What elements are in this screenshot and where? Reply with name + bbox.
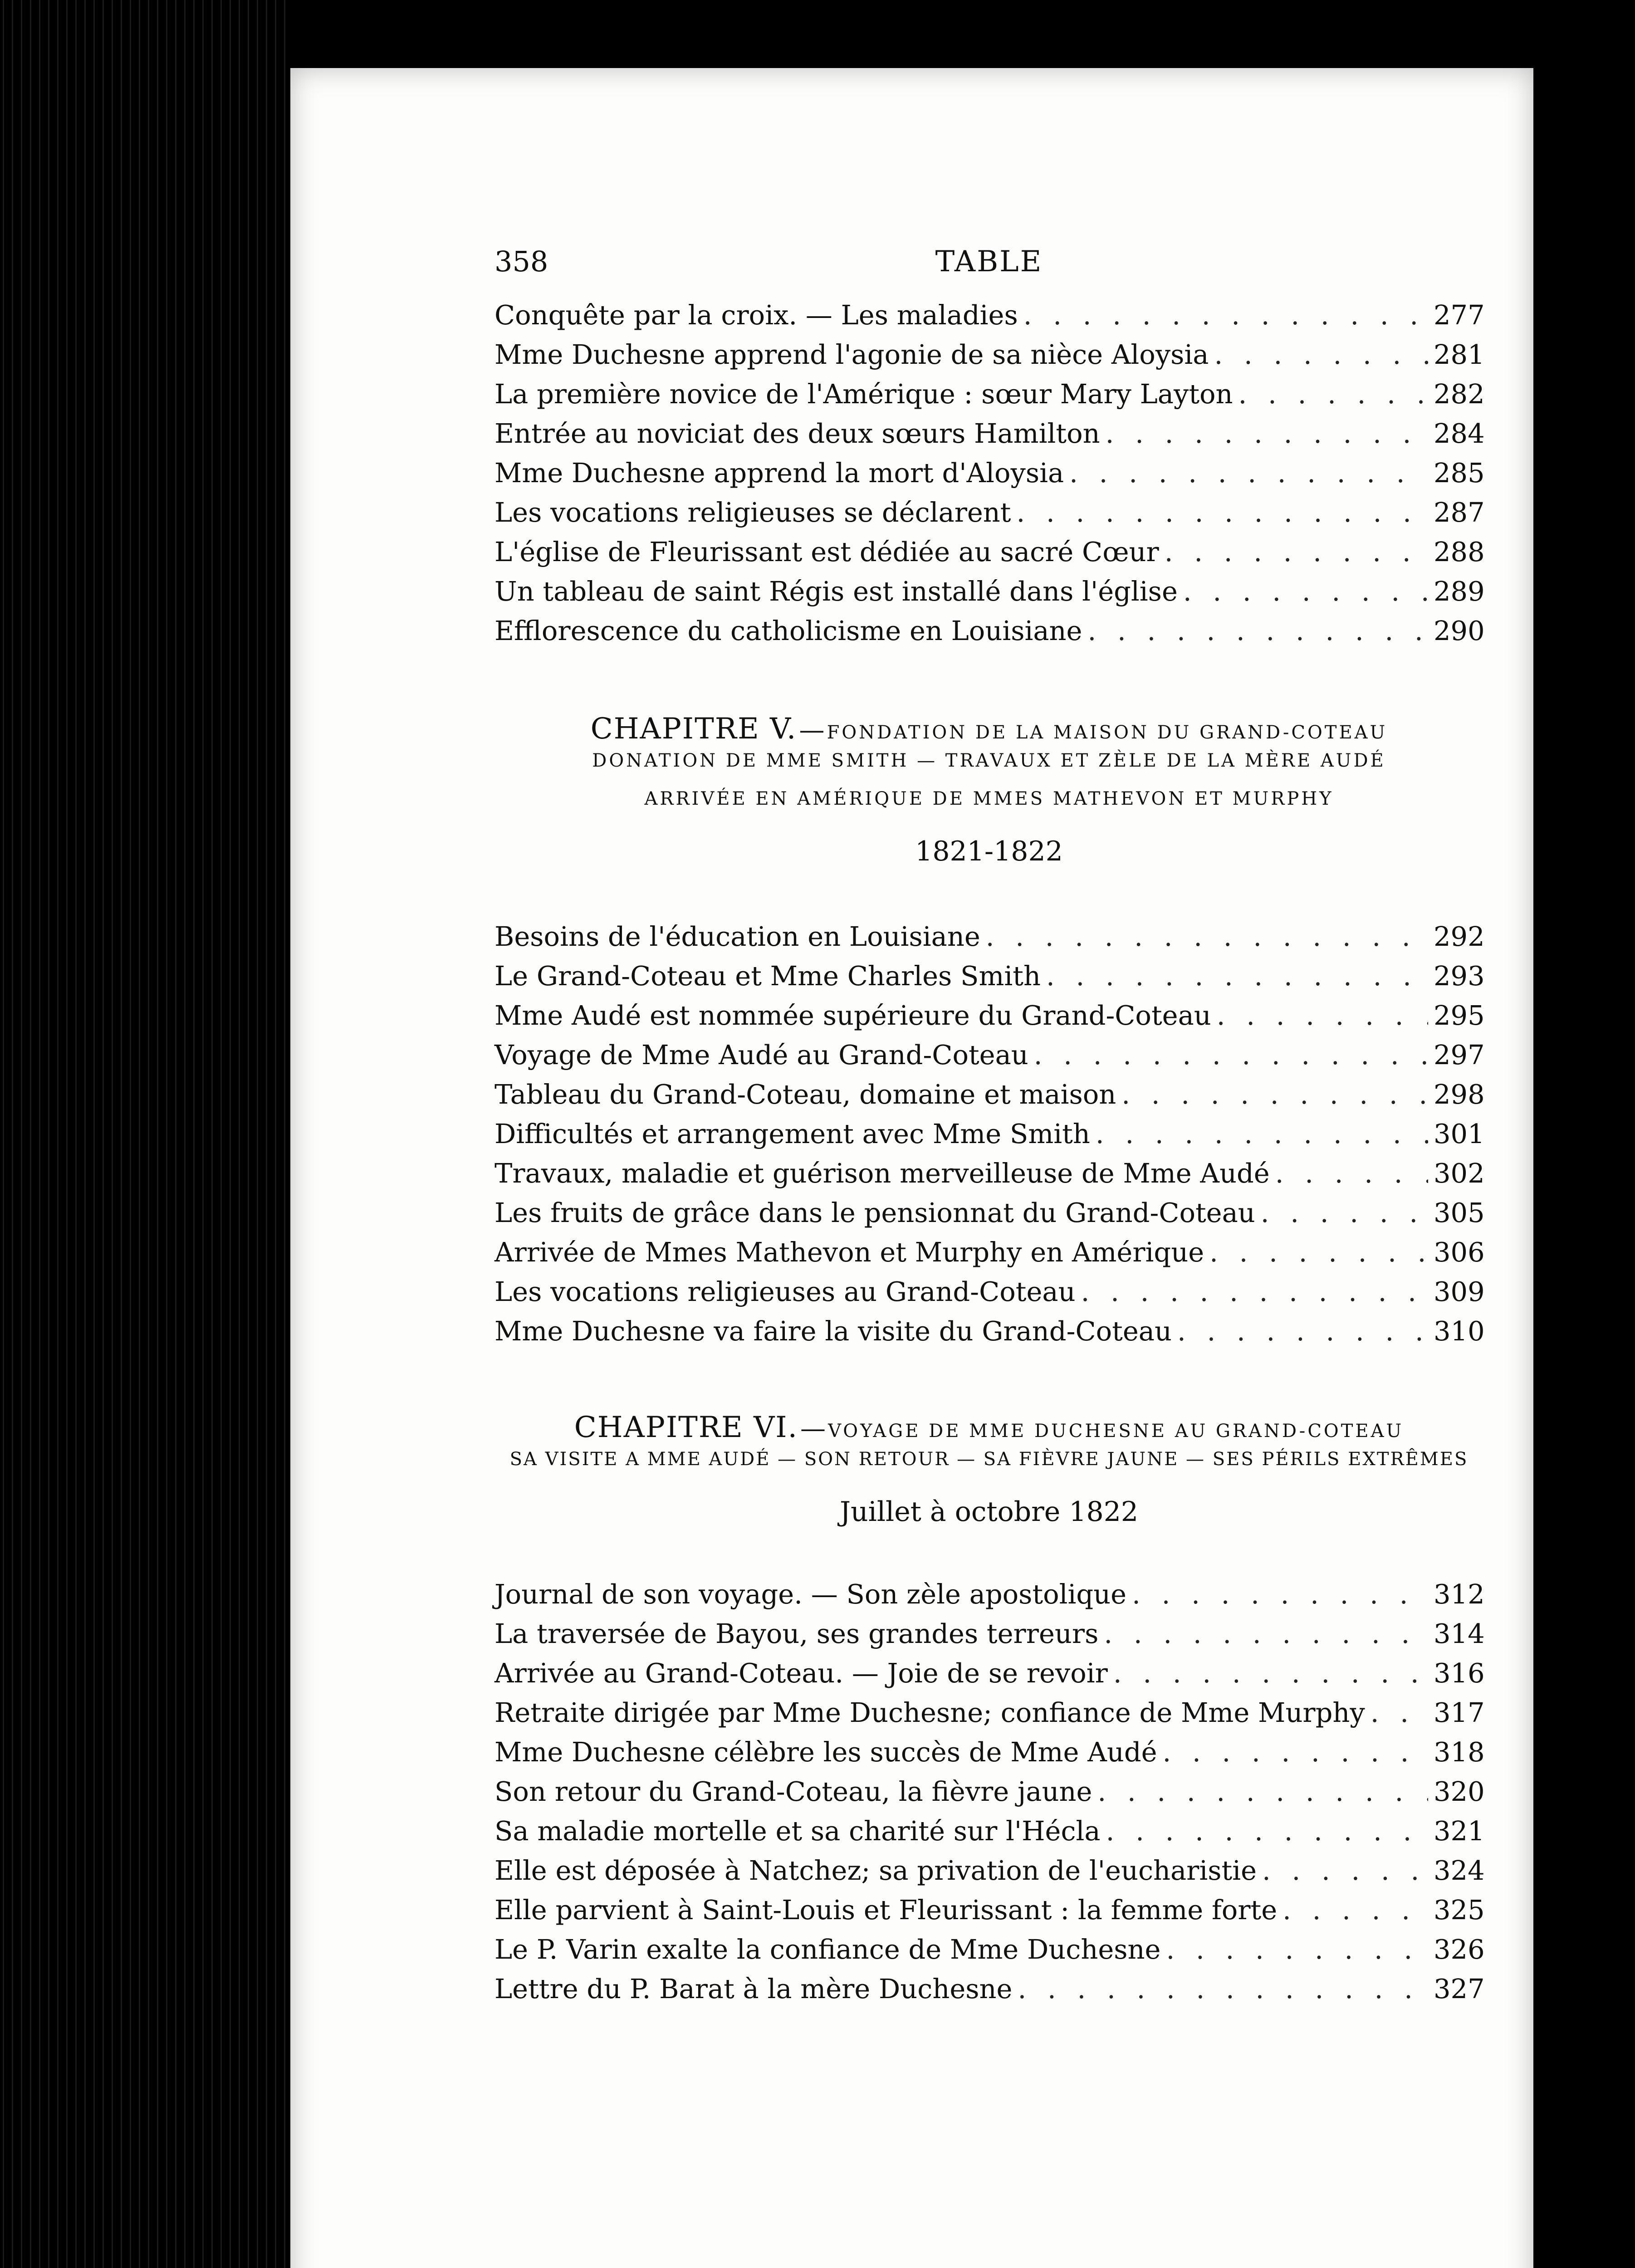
toc-entry: [494, 1697, 1483, 1736]
dot-leader: [1209, 1237, 1428, 1268]
dot-leader: [1018, 1973, 1428, 2004]
toc-entry: [494, 1197, 1483, 1237]
entry-title: Difficultés et arrangement avec Mme Smith: [494, 1118, 1090, 1149]
entry-page: 285: [1434, 457, 1485, 489]
dot-leader: [1096, 1118, 1428, 1149]
entry-title: Elle parvient à Saint-Louis et Fleurissant : la femme forte: [494, 1894, 1278, 1926]
entry-page: 301: [1434, 1118, 1485, 1149]
dot-leader: [1081, 1276, 1428, 1307]
entry-title: Les fruits de grâce dans le pensionnat du Grand-Coteau: [494, 1197, 1255, 1228]
dot-leader: [1087, 615, 1428, 646]
dot-leader: [1238, 378, 1428, 410]
dot-leader: [1283, 1894, 1428, 1926]
entry-page: 295: [1434, 1000, 1485, 1031]
dot-leader: [986, 921, 1428, 952]
toc-list: [494, 299, 1483, 655]
toc-entry: [494, 1855, 1483, 1894]
dot-leader: [1183, 576, 1428, 607]
toc-entry: [494, 1618, 1483, 1657]
entry-page: 281: [1434, 339, 1485, 370]
entry-title: Voyage de Mme Audé au Grand-Coteau: [494, 1039, 1028, 1070]
toc-entry: [494, 1815, 1483, 1855]
toc-entry: [494, 299, 1483, 339]
dot-leader: [1165, 536, 1428, 567]
entry-title: Les vocations religieuses au Grand-Coteau: [494, 1276, 1076, 1307]
entry-page: 292: [1434, 921, 1485, 952]
toc-section-continued: [494, 299, 1483, 655]
entry-title: Conquête par la croix. — Les maladies: [494, 299, 1018, 331]
dot-leader: [1214, 339, 1428, 370]
chapter-label: CHAPITRE VI.: [574, 1411, 798, 1444]
entry-page: 302: [1434, 1158, 1485, 1189]
running-title: TABLE: [935, 245, 1043, 279]
entry-title: Travaux, maladie et guérison merveilleuse de Mme Audé: [494, 1158, 1270, 1189]
toc-entry: [494, 1079, 1483, 1118]
dot-leader: [1275, 1158, 1428, 1189]
chapter-6-heading: [494, 1411, 1483, 1537]
entry-page: 277: [1434, 299, 1485, 331]
chapter-subtitle: ARRIVÉE EN AMÉRIQUE DE MMES MATHEVON ET MURPHY: [644, 788, 1334, 809]
entry-page: 326: [1434, 1934, 1485, 1965]
entry-title: Son retour du Grand-Coteau, la fièvre jaune: [494, 1776, 1092, 1807]
toc-entry: [494, 1934, 1483, 1973]
page-number: 358: [494, 245, 548, 278]
dot-leader: [1371, 1697, 1428, 1728]
entry-title: Arrivée au Grand-Coteau. — Joie de se revoir: [494, 1657, 1108, 1689]
toc-entry: [494, 960, 1483, 1000]
entry-title: Journal de son voyage. — Son zèle apostolique: [494, 1579, 1127, 1610]
chapter-separator: —: [800, 1414, 826, 1443]
toc-entry: [494, 1894, 1483, 1934]
toc-list: [494, 1579, 1483, 2013]
entry-page: 282: [1434, 378, 1485, 410]
entry-page: 289: [1434, 576, 1485, 607]
entry-title: Sa maladie mortelle et sa charité sur l'Hécla: [494, 1815, 1101, 1847]
entry-title: Les vocations religieuses se déclarent: [494, 497, 1011, 528]
toc-entry: [494, 378, 1483, 418]
entry-page: 321: [1434, 1815, 1485, 1847]
entry-title: Lettre du P. Barat à la mère Duchesne: [494, 1973, 1013, 2004]
toc-entry: [494, 1315, 1483, 1355]
entry-page: 324: [1434, 1855, 1485, 1886]
entry-title: Mme Duchesne apprend la mort d'Aloysia: [494, 457, 1064, 489]
entry-title: L'église de Fleurissant est dédiée au sacré Cœur: [494, 536, 1159, 567]
chapter-dates: 1821-1822: [915, 836, 1063, 867]
chapter-subtitle: VOYAGE DE MME DUCHESNE AU GRAND-COTEAU: [828, 1421, 1404, 1442]
dot-leader: [1106, 1815, 1428, 1847]
toc-entry: [494, 921, 1483, 960]
entry-title: Le Grand-Coteau et Mme Charles Smith: [494, 960, 1041, 992]
dot-leader: [1113, 1657, 1428, 1689]
entry-page: 298: [1434, 1079, 1485, 1110]
entry-page: 316: [1434, 1657, 1485, 1689]
dot-leader: [1163, 1736, 1428, 1768]
dot-leader: [1262, 1855, 1428, 1886]
dot-leader: [1034, 1039, 1428, 1070]
entry-title: La traversée de Bayou, ses grandes terreurs: [494, 1618, 1099, 1649]
entry-page: 297: [1434, 1039, 1485, 1070]
toc-entry: [494, 418, 1483, 457]
entry-title: La première novice de l'Amérique : sœur Mary Layton: [494, 378, 1233, 410]
dot-leader: [1046, 960, 1428, 992]
toc-entry: [494, 615, 1483, 655]
chapter-title-line: [494, 1411, 1483, 1449]
entry-title: Retraite dirigée par Mme Duchesne; confiance de Mme Murphy: [494, 1697, 1365, 1728]
entry-title: Arrivée de Mmes Mathevon et Murphy en Amérique: [494, 1237, 1204, 1268]
toc-entry: [494, 1657, 1483, 1697]
entry-title: Mme Duchesne célèbre les succès de Mme Audé: [494, 1736, 1157, 1768]
chapter-separator: —: [799, 715, 825, 745]
toc-entry: [494, 1276, 1483, 1315]
entry-page: 318: [1434, 1736, 1485, 1768]
dot-leader: [1132, 1579, 1428, 1610]
toc-entry: [494, 536, 1483, 576]
chapter-subtitle-line: [494, 1449, 1483, 1487]
dot-leader: [1261, 1197, 1428, 1228]
dot-leader: [1217, 1000, 1428, 1031]
entry-page: 309: [1434, 1276, 1485, 1307]
entry-title: Elle est déposée à Natchez; sa privation de l'eucharistie: [494, 1855, 1257, 1886]
entry-title: Le P. Varin exalte la confiance de Mme Duchesne: [494, 1934, 1161, 1965]
toc-entry: [494, 497, 1483, 536]
entry-page: 284: [1434, 418, 1485, 449]
dot-leader: [1104, 1618, 1428, 1649]
dot-leader: [1017, 497, 1428, 528]
entry-page: 327: [1434, 1973, 1485, 2004]
entry-title: Besoins de l'éducation en Louisiane: [494, 921, 980, 952]
scan-border: [0, 0, 290, 2268]
toc-entry: [494, 1736, 1483, 1776]
toc-section-chapter-6: [494, 1579, 1483, 2013]
chapter-subtitle: SA VISITE A MME AUDÉ — SON RETOUR — SA FIÈVRE JAUNE — SES PÉRILS EXTRÊMES: [509, 1449, 1469, 1470]
dot-leader: [1177, 1315, 1428, 1347]
chapter-subtitle: DONATION DE MME SMITH — TRAVAUX ET ZÈLE DE LA MÈRE AUDÉ: [592, 750, 1386, 771]
entry-page: 310: [1434, 1315, 1485, 1347]
entry-page: 320: [1434, 1776, 1485, 1807]
page-header: [494, 245, 1483, 286]
chapter-label: CHAPITRE V.: [590, 712, 797, 746]
toc-list: [494, 921, 1483, 1355]
entry-page: 325: [1434, 1894, 1485, 1926]
toc-entry: [494, 457, 1483, 497]
entry-page: 314: [1434, 1618, 1485, 1649]
dot-leader: [1121, 1079, 1428, 1110]
entry-page: 288: [1434, 536, 1485, 567]
toc-entry: [494, 576, 1483, 615]
entry-page: 306: [1434, 1237, 1485, 1268]
entry-page: 293: [1434, 960, 1485, 992]
dot-leader: [1069, 457, 1428, 489]
entry-page: 290: [1434, 615, 1485, 646]
entry-title: Entrée au noviciat des deux sœurs Hamilton: [494, 418, 1100, 449]
entry-page: 317: [1434, 1697, 1485, 1728]
chapter-title-line: [494, 712, 1483, 750]
toc-entry: [494, 1776, 1483, 1815]
entry-title: Efflorescence du catholicisme en Louisiane: [494, 615, 1082, 646]
dot-leader: [1106, 418, 1428, 449]
entry-page: 287: [1434, 497, 1485, 528]
toc-entry: [494, 1000, 1483, 1039]
chapter-subtitle-line: [494, 750, 1483, 788]
entry-page: 305: [1434, 1197, 1485, 1228]
chapter-dates: Juillet à octobre 1822: [839, 1496, 1139, 1528]
toc-entry: [494, 1118, 1483, 1158]
entry-title: Mme Duchesne va faire la visite du Grand-Coteau: [494, 1315, 1172, 1347]
dot-leader: [1097, 1776, 1428, 1807]
entry-title: Mme Duchesne apprend l'agonie de sa nièce Aloysia: [494, 339, 1209, 370]
toc-entry: [494, 1237, 1483, 1276]
entry-title: Mme Audé est nommée supérieure du Grand-Coteau: [494, 1000, 1211, 1031]
chapter-subtitle: FONDATION DE LA MAISON DU GRAND-COTEAU: [827, 722, 1388, 743]
dot-leader: [1023, 299, 1428, 331]
toc-entry: [494, 1579, 1483, 1618]
entry-title: Tableau du Grand-Coteau, domaine et maison: [494, 1079, 1116, 1110]
toc-entry: [494, 339, 1483, 378]
toc-section-chapter-5: [494, 921, 1483, 1355]
entry-title: Un tableau de saint Régis est installé dans l'église: [494, 576, 1178, 607]
chapter-5-heading: [494, 712, 1483, 876]
toc-entry: [494, 1158, 1483, 1197]
toc-entry: [494, 1973, 1483, 2013]
chapter-subtitle-line: [494, 788, 1483, 826]
dot-leader: [1166, 1934, 1428, 1965]
entry-page: 312: [1434, 1579, 1485, 1610]
toc-entry: [494, 1039, 1483, 1079]
